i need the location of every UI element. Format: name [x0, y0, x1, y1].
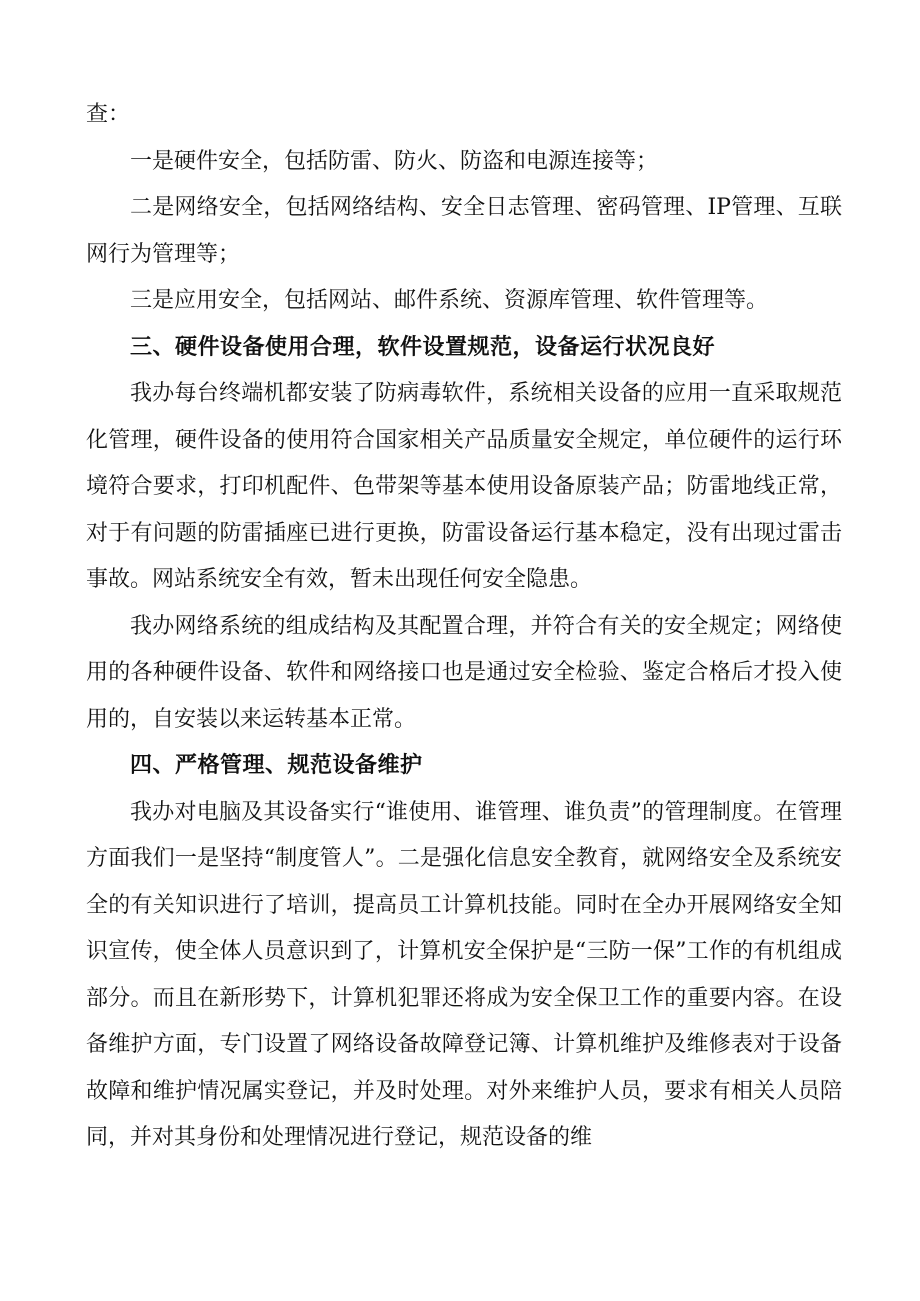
paragraph-application-security: 三是应用安全，包括网站、邮件系统、资源库管理、软件管理等。: [130, 288, 769, 313]
paragraph-equipment-usage: 我办每台终端机都安装了防病毒软件，系统相关设备的应用一直采取规范化管理，硬件设备的使用符合国家相关产品质量安全规定，单位硬件的运行环境符合要求，打印机配件、色带架等基本使用设备原装产品；防雷地线正常，对于有问题的防雷插座已进行更换，防雷设备运行基本稳定，没有出现过雷击事故。网站系统安全有效，暂未出现任何安全隐患。: [86, 381, 842, 592]
section-heading-3: 三、硬件设备使用合理，软件设置规范，设备运行状况良好: [130, 334, 716, 360]
paragraph-continuation: 查：: [86, 102, 131, 127]
section-heading-4: 四、严格管理、规范设备维护: [130, 753, 423, 778]
paragraph-hardware-security: 一是硬件安全，包括防雷、防火、防盗和电源连接等；: [130, 148, 659, 174]
paragraph-network-structure: 我办网络系统的组成结构及其配置合理，并符合有关的安全规定；网络使用的各种硬件设备、软件和网络接口也是通过安全检验、鉴定合格后才投入使用的，自安装以来运转基本正常。: [86, 613, 842, 732]
paragraph-management: 我办对电脑及其设备实行“谁使用、谁管理、谁负责”的管理制度。在管理方面我们一是坚持“制度管人”。二是强化信息安全教育，就网络安全及系统安全的有关知识进行了培训，提高员工计算机技能。同时在全办开展网络安全知识宣传，使全体人员意识到了，计算机安全保护是“三防一保”工作的有机组成部分。而且在新形势下，计算机犯罪还将成为安全保卫工作的重要内容。在设备维护方面，专门设置了网络设备故障登记簿、计算机维护及维修表对于设备故障和维护情况属实登记，并及时处理。对外来维护人员，要求有相关人员陪同，并对其身份和处理情况进行登记，规范设备的维: [86, 799, 842, 1150]
paragraph-network-security: 二是网络安全，包括网络结构、安全日志管理、密码管理、IP管理、互联网行为管理等；: [86, 195, 842, 267]
document-body: [86, 92, 842, 1162]
